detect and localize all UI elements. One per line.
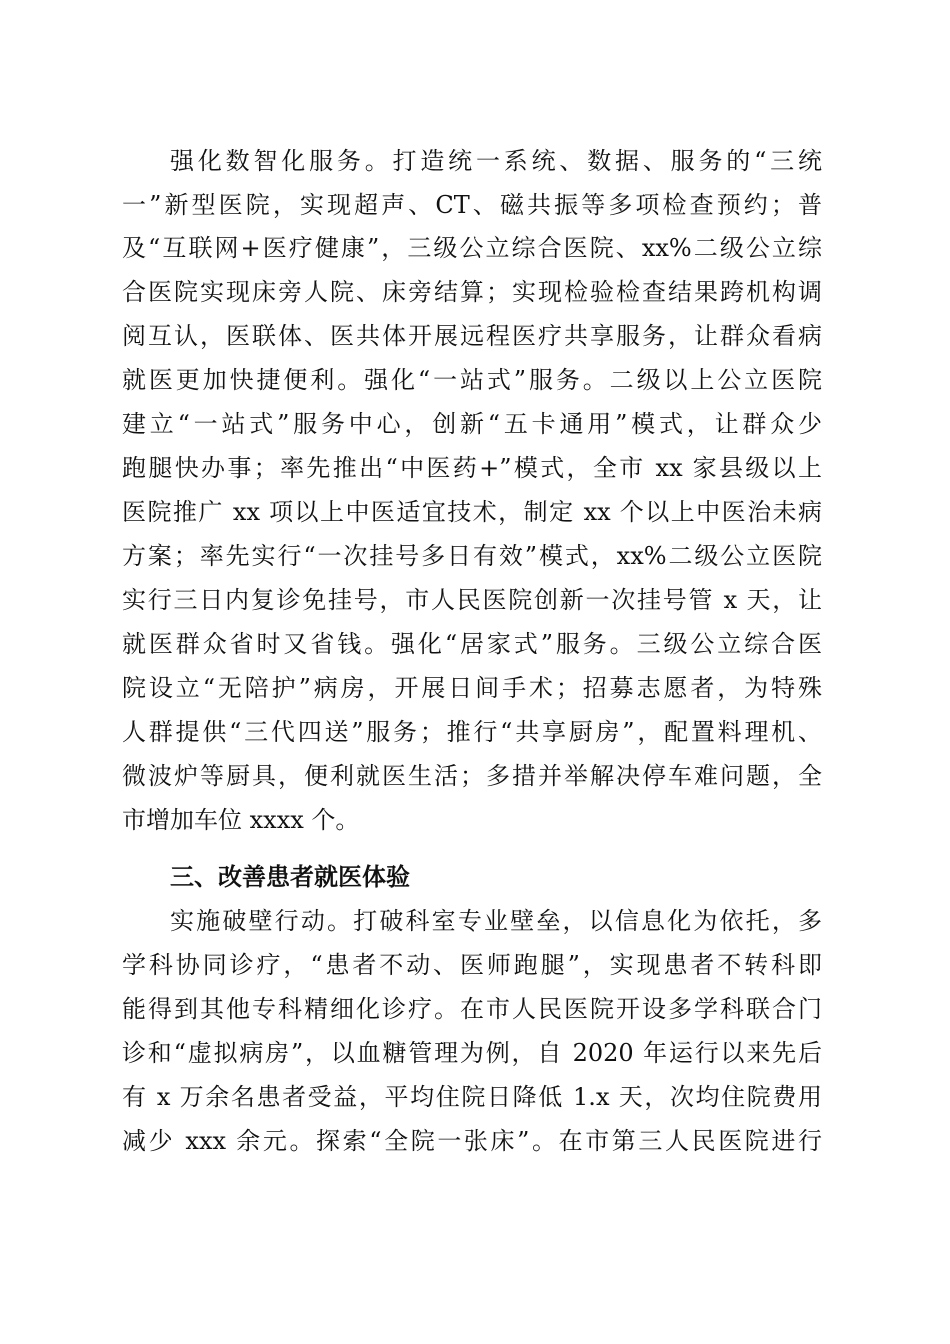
paragraph-line: 强化数智化服务。打造统一系统、数据、服务的“三统 <box>170 147 822 175</box>
paragraph-line: 一”新型医院，实现超声、CT、磁共振等多项检查预约；普 <box>122 191 822 219</box>
section-heading: 三、改善患者就医体验 <box>170 863 410 891</box>
paragraph-line: 医院推广 xx 项以上中医适宜技术，制定 xx 个以上中医治未病 <box>122 498 822 526</box>
paragraph-line: 诊和“虚拟病房”，以血糖管理为例，自 2020 年运行以来先后 <box>122 1039 822 1067</box>
paragraph-line: 合医院实现床旁人院、床旁结算；实现检验检查结果跨机构调 <box>122 278 822 306</box>
paragraph-line: 建立“一站式”服务中心，创新“五卡通用”模式，让群众少 <box>122 410 822 438</box>
paragraph-line: 实行三日内复诊免挂号，市人民医院创新一次挂号管 x 天，让 <box>122 586 822 614</box>
paragraph-line: 就医更加快捷便利。强化“一站式”服务。二级以上公立医院 <box>122 366 822 394</box>
paragraph-line: 院设立“无陪护”病房，开展日间手术；招募志愿者，为特殊 <box>122 674 822 702</box>
paragraph-line: 市增加车位 xxxx 个。 <box>122 806 360 834</box>
paragraph-line: 实施破壁行动。打破科室专业壁垒，以信息化为依托，多 <box>170 907 822 935</box>
paragraph-line: 就医群众省时又省钱。强化“居家式”服务。三级公立综合医 <box>122 630 822 658</box>
paragraph-line: 及“互联网+医疗健康”，三级公立综合医院、xx%二级公立综 <box>122 234 822 262</box>
paragraph-line: 学科协同诊疗，“患者不动、医师跑腿”，实现患者不转科即 <box>122 951 822 979</box>
paragraph-line: 跑腿快办事；率先推出“中医药+”模式，全市 xx 家县级以上 <box>122 454 822 482</box>
paragraph-line: 减少 xxx 余元。探索“全院一张床”。在市第三人民医院进行 <box>122 1127 822 1155</box>
paragraph-line: 微波炉等厨具，便利就医生活；多措并举解决停车难问题，全 <box>122 762 822 790</box>
paragraph-line: 人群提供“三代四送”服务；推行“共享厨房”，配置料理机、 <box>122 718 822 746</box>
paragraph-line: 有 x 万余名患者受益，平均住院日降低 1.x 天，次均住院费用 <box>122 1083 822 1111</box>
paragraph-line: 方案；率先实行“一次挂号多日有效”模式，xx%二级公立医院 <box>122 542 822 570</box>
paragraph-line: 阅互认，医联体、医共体开展远程医疗共享服务，让群众看病 <box>122 322 822 350</box>
paragraph-line: 能得到其他专科精细化诊疗。在市人民医院开设多学科联合门 <box>122 995 822 1023</box>
